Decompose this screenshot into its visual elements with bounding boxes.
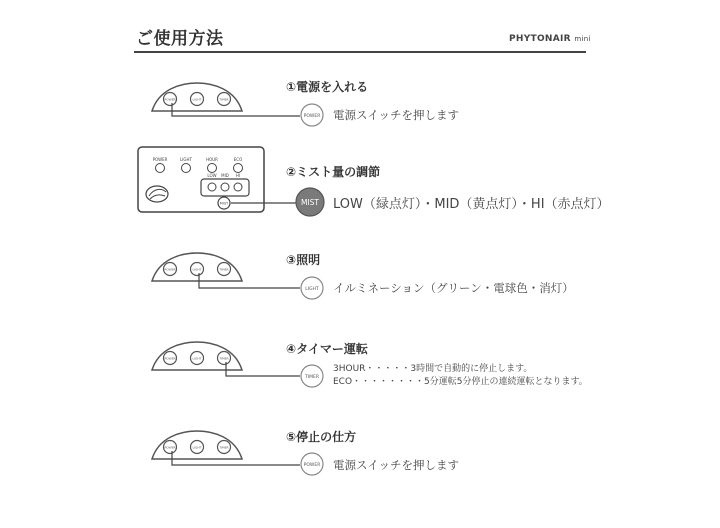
- btn-label-timer-1: TIMER: [219, 97, 229, 102]
- heading-stop: ⑤停止の仕方: [286, 430, 357, 444]
- btn-label-light-3: LIGHT: [192, 267, 202, 272]
- leaf-logo: [146, 186, 168, 202]
- mist-badge: [296, 188, 324, 216]
- desc-stop: 電源スイッチを押します: [333, 458, 460, 472]
- panel-mist-label: MIST: [219, 201, 229, 206]
- btn-label-power-3: POWER: [164, 267, 176, 272]
- heading-timer: ④タイマー運転: [286, 342, 368, 356]
- btn-label-timer-4: TIMER: [219, 356, 229, 361]
- indicator-label-power: POWER: [152, 157, 168, 162]
- btn-label-timer-3: TIMER: [219, 267, 229, 272]
- btn-label-light-5: LIGHT: [192, 445, 202, 450]
- power-badge-5-label: POWER: [303, 463, 321, 468]
- device-top-view-5: [152, 431, 242, 459]
- power-badge-5: [301, 453, 323, 475]
- desc-timer-line-2: ECO・・・・・・・・5分運転5分停止の連続運転となります。: [333, 377, 588, 387]
- indicator-label-hour: HOUR: [206, 157, 218, 162]
- power-badge-1-label: POWER: [303, 114, 321, 119]
- timer-badge-label: TIMER: [305, 375, 319, 380]
- heading-power-on: ①電源を入れる: [286, 80, 369, 94]
- heading-light: ③照明: [286, 253, 321, 267]
- device-top-view-1: [152, 83, 242, 111]
- device-top-view-3: [152, 253, 242, 281]
- btn-label-power-4: POWER: [164, 356, 176, 361]
- btn-label-power-5: POWER: [164, 445, 176, 450]
- timer-badge: [301, 365, 323, 387]
- light-badge-label: LIGHT: [305, 287, 319, 292]
- btn-label-light-4: LIGHT: [192, 356, 202, 361]
- desc-power-on: 電源スイッチを押します: [333, 108, 460, 122]
- power-badge-1: [301, 104, 323, 126]
- brand-name: PHYTONAIR: [509, 34, 571, 44]
- desc-mist: LOW（緑点灯）・MID（黄点灯）・HI（赤点灯）: [333, 197, 610, 212]
- btn-label-light-1: LIGHT: [192, 97, 202, 102]
- mist-badge-label: MIST: [300, 198, 320, 207]
- heading-mist: ②ミスト量の調節: [286, 165, 381, 179]
- btn-label-power-1: POWER: [164, 97, 176, 102]
- btn-label-timer-5: TIMER: [219, 445, 229, 450]
- page-title: ご使用方法: [136, 29, 224, 49]
- control-panel: [138, 147, 264, 212]
- desc-timer-line-1: 3HOUR・・・・・3時間で自動的に停止します。: [333, 364, 533, 374]
- brand-suffix: mini: [574, 35, 591, 43]
- desc-light: イルミネーション（グリーン・電球色・消灯）: [333, 281, 574, 295]
- indicator-label-light: LIGHT: [180, 157, 192, 162]
- indicator-label-eco: ECO: [233, 157, 243, 162]
- light-badge: [301, 277, 323, 299]
- level-label-low: LOW: [207, 173, 217, 178]
- device-top-view-4: [152, 342, 242, 370]
- level-label-hi: HI: [235, 173, 241, 178]
- level-label-mid: MID: [221, 173, 229, 178]
